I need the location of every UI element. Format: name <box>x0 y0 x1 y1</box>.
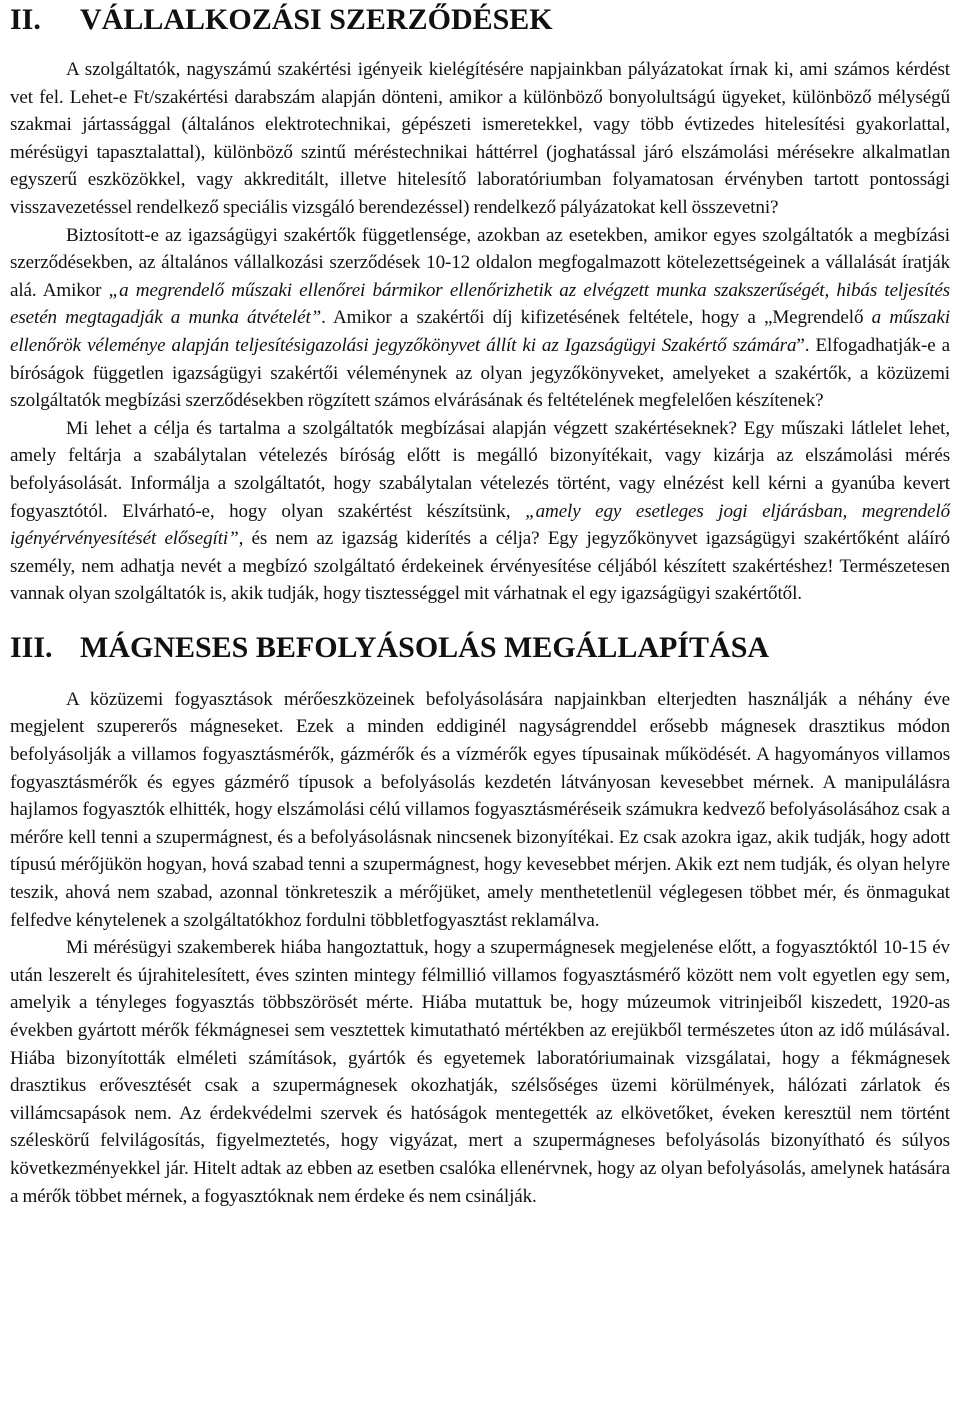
body-paragraph <box>10 686 950 934</box>
paragraph-text: ”. Elfogadhatják-e a bíróságok független igazságügyi szakértői véleménynek az olyan jegyzőkönyveket, amelyeket a szakértők, a közüzemi szolgáltatók megbízási szerződésekben rögzített számos elvárásának és feltételének megfelelően készítenek? <box>10 334 950 412</box>
section-title: MÁGNESES BEFOLYÁSOLÁS MEGÁLLAPÍTÁSA <box>80 630 770 664</box>
paragraph-text: A szolgáltatók, nagyszámú szakértési igényeik kielégítésére napjainkban pályázatokat írnak ki, ami számos kérdést vet fel. Lehet-e Ft/szakértési darabszám alapján dönteni, amikor a különböző bonyolultságú ügyeket, különböző mélységű szakmai jártassággal (általános elektrotechnikai, gépészeti ismeretekkel, vagy több évtizedes hitelesítési gyakorlattal, mérésügyi tapasztalattal), különböző szintű méréstechnikai háttérrel (joghatással járó elszámolási mérésekre alkalmatlan egyszerű eszközökkel, vagy akkreditált, illetve hitelesítő laboratóriumban folyamatosan érvényben tartott pontossági visszavezetéssel rendelkező speciális vizsgáló berendezéssel) rendelkező pályázatokat kell összevetni? <box>10 59 950 218</box>
section-number: III. <box>10 630 53 664</box>
italic-quote: „a megrendelő műszaki ellenőrei bármikor ellenőrizhetik az elvégzett munka szakszerűségét, hibás teljesítés esetén megtagadják a munka átvételét” <box>10 279 950 329</box>
paragraph-text: A közüzemi fogyasztások mérőeszközeinek befolyásolására napjainkban elterjedten használják a néhány éve megjelent szupererős mágneseket. Ezek a minden eddiginél nagyságrenddel erősebb mágnesek drasztikus módon befolyásolják a villamos fogyasztásmérők, gázmérők és a vízmérők egyes típusainak működését. A hagyományos villamos fogyasztásmérők és egyes gázmérő típusok a befolyásolás kezdetén látványosan kevesebbet mérnek. A manipulálásra hajlamos fogyasztók elhitték, hogy elszámolási célú villamos fogyasztásméréseik számukra kedvező befolyásolásához csak a mérőre kell tenni a szupermágnest, és a befolyásolásnak nincsenek bizonyítékai. Ez csak azokra igaz, akik tudják, hogy adott típusú mérőjükön hogyan, hová szabad tenni a szupermágnest, hogy kevesebbet mérjen. Akik ezt nem tudják, és olyan helyre teszik, ahová nem szabad, azonnal tönkreteszik a mérőjüket, amely menthetetlenül véglegesen többet mér, és önmagukat felfedve kénytelenek a szolgáltatókhoz fordulni többletfogyasztást reklamálva. <box>10 688 950 931</box>
paragraph-text: . Amikor a szakértői díj kifizetésének feltétele, hogy a „Megrendelő <box>321 307 872 329</box>
body-paragraph <box>10 934 950 1210</box>
paragraph-text: , és nem az igazság kiderítés a célja? Egy jegyzőkönyvet igazságügyi szakértőként aláíró személy, nem adhatja nevét a megbízó szolgáltató érdekeinek érvényesítése céljából készített szakértéshez! Természetesen vannak olyan szolgáltatók is, akik tudják, hogy tisztességgel mit várhatnak el egy igazságügyi szakértőtől. <box>10 528 950 605</box>
paragraph-text: Biztosított-e az igazságügyi szakértők függetlensége, azokban az esetekben, amikor egyes szolgáltatók a megbízási szerződésekben, az általános vállalkozási szerződések 10-12 oldalon megfogalmazott kötelezettségeinek a vállalását íratják alá. Amikor <box>10 224 950 301</box>
section-body <box>10 686 950 1210</box>
italic-quote: a műszaki ellenőrök véleménye alapján teljesítésigazolási jegyzőkönyvet állít ki az Igazságügyi Szakértő számára <box>10 307 951 356</box>
section-title: VÁLLALKOZÁSI SZERZŐDÉSEK <box>80 3 553 36</box>
italic-quote: „amely egy esetleges jogi eljárásban, megrendelő igényérvényesítését elősegíti” <box>10 500 950 550</box>
section-heading <box>10 0 950 38</box>
section-number: II. <box>10 3 41 36</box>
paragraph-text: Mi mérésügyi szakemberek hiába hangoztattuk, hogy a szupermágnesek megjelenése előtt, a fogyasztóktól 10-15 év után leszerelt és újrahitelesített, éves szinten mintegy félmillió villamos fogyasztásmérő között nem volt egyetlen egy sem, amelyik a tényleges fogyasztás többszörösét mérte. Hiába mutattuk be, hogy múzeumok vitrinjeiből kiszedett, 1920-as években gyártott mérők fékmágnesei sem vesztettek kimutatható mértékben az erejükből természetes úton az idő múlásával. Hiába bizonyították elméleti számítások, gyártók és egyetemek laboratóriumainak vizsgálatai, hogy a fékmágnesek drasztikus erővesztését csak a szupermágnesek okozhatják, szélsőséges üzemi körülmények, hálózati zárlatok és villámcsapások nem. Az érdekvédelmi szervek és hatóságok mentegették az elkövetőket, éveken keresztül nem történt széleskörű felvilágosítás, figyelmeztetés, hogy vigyázat, mert a szupermágneses befolyásolás bizonyítható és súlyos következményekkel jár. Hitelt adtak az ebben az esetben csalóka ellenérvnek, hogy az olyan befolyásolás, amelynek hatására a mérők többet mérnek, a fogyasztóknak nem érdeke és nem csinálják. <box>10 937 950 1207</box>
section-body <box>10 56 950 608</box>
body-paragraph <box>10 222 950 415</box>
body-paragraph <box>10 56 950 222</box>
body-paragraph <box>10 415 950 608</box>
section-heading <box>10 630 950 666</box>
paragraph-text: Mi lehet a célja és tartalma a szolgáltatók megbízásai alapján végzett szakértéseknek? Egy műszaki látlelet lehet, amely feltárja a szabálytalan vételezés bíróság előtt is megálló bizonyítékait, vagy kizárja az elszámolási mérés befolyásolását. Informálja a szolgáltatót, hogy szabálytalan vételezés történt, vagy elnézést kell kérni a gyanúba kevert fogyasztótól. Elvárható-e, hogy olyan szakértést készítsünk, <box>10 417 950 522</box>
